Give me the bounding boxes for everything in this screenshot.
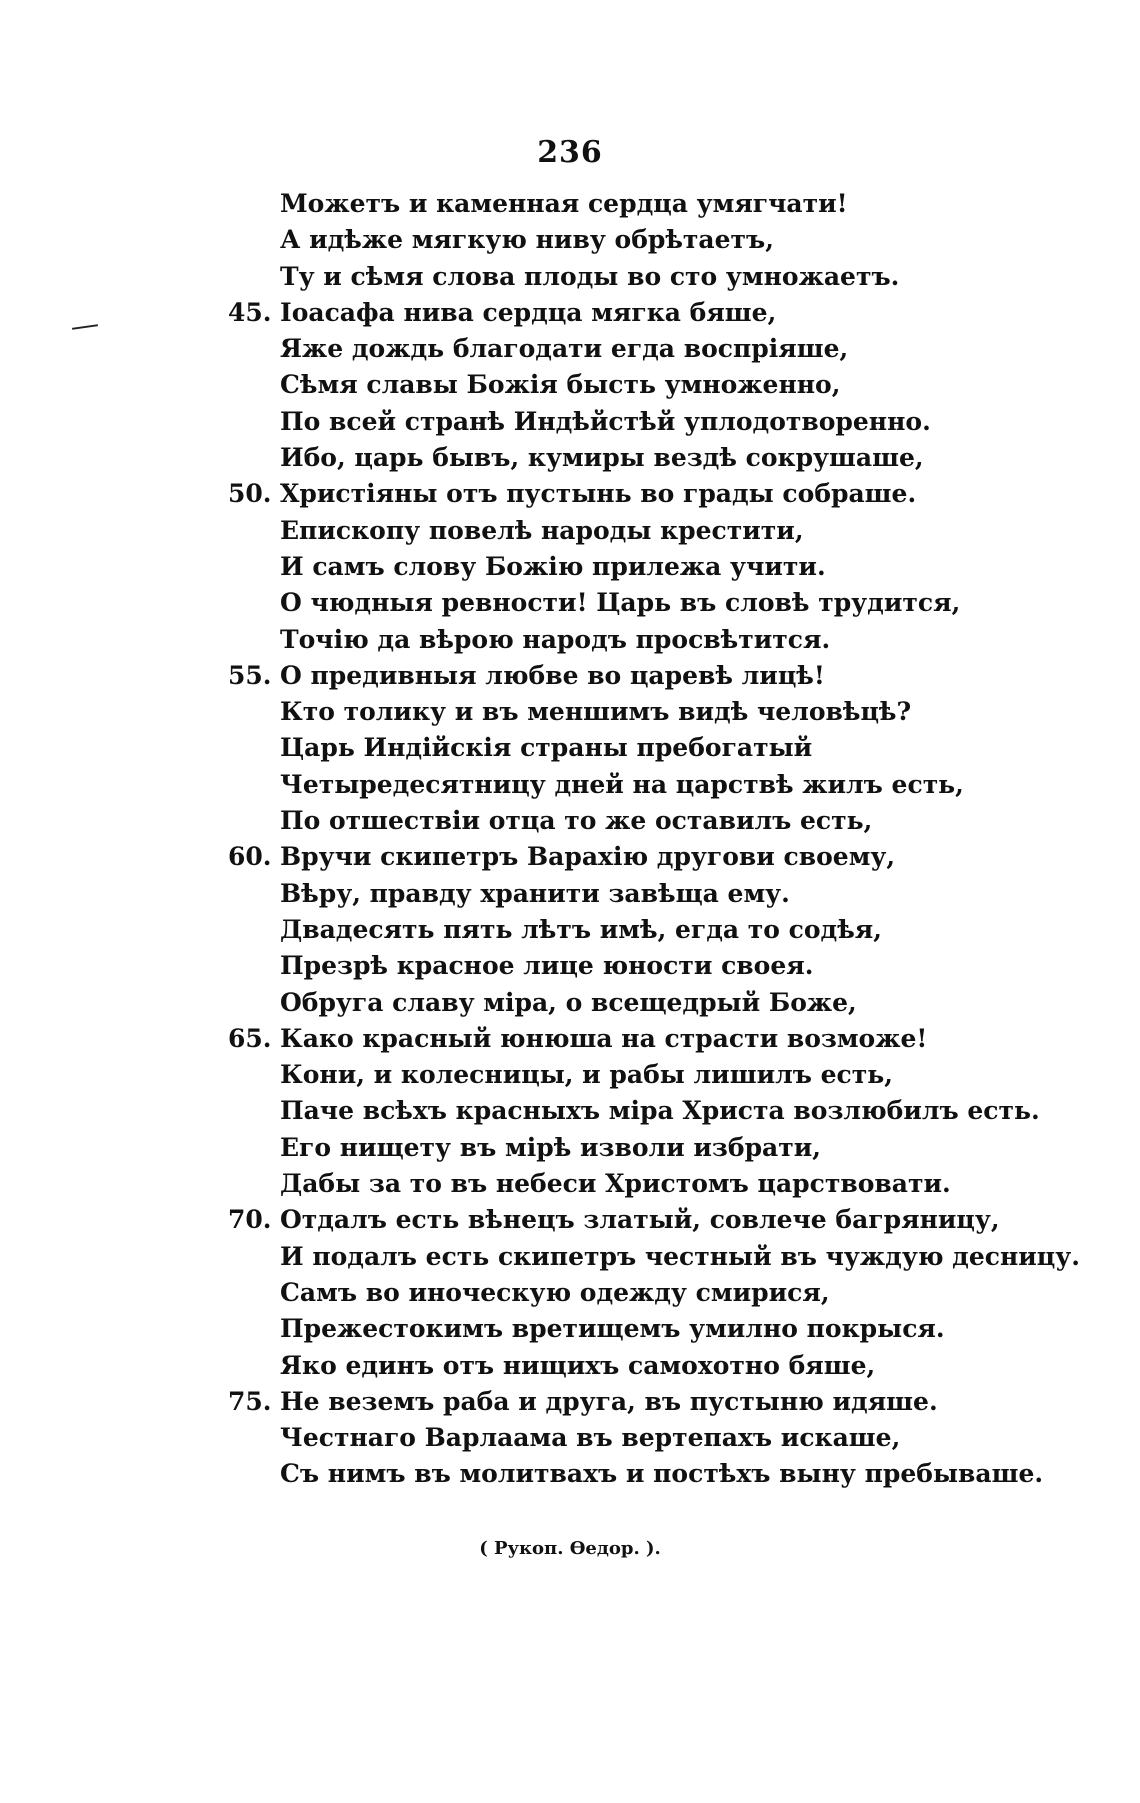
verse-line (0, 404, 1140, 440)
verse-line (0, 1130, 1140, 1166)
verse-text: Іоасафа нива сердца мягка бяше, (280, 297, 777, 327)
verse-line (0, 1275, 1140, 1311)
verse-text: Презрѣ красное лице юности своея. (280, 951, 814, 981)
verse-text: Не веземъ раба и друга, въ пустыню идяше. (280, 1386, 938, 1416)
verse-line (0, 730, 1140, 766)
verse-text: Паче всѣхъ красныхъ міра Христа возлюбилъ есть. (280, 1096, 1040, 1126)
verse-number: 70. (228, 1205, 272, 1235)
verse-text: Его нищету въ мірѣ изволи избрати, (280, 1132, 821, 1162)
verse-line (0, 1384, 1140, 1420)
verse-text: Царь Индійскія страны пребогатый (280, 733, 813, 763)
verse-line (0, 1239, 1140, 1275)
verse-text: Ту и сѣмя слова плоды во сто умножаетъ. (280, 261, 900, 291)
verse-line (0, 803, 1140, 839)
verse-line (0, 476, 1140, 512)
verse-number: 60. (228, 842, 272, 872)
verse-text: И самъ слову Божію прилежа учити. (280, 551, 826, 581)
verse-line (0, 912, 1140, 948)
verse-line (0, 331, 1140, 367)
verse-line (0, 549, 1140, 585)
verse-line (0, 985, 1140, 1021)
verse-text: Вѣру, правду хранити завѣща ему. (280, 878, 790, 908)
verse-line (0, 1057, 1140, 1093)
verse-text: Христіяны отъ пустынь во грады собраше. (280, 479, 917, 509)
verse-text: По отшествіи отца то же оставилъ есть, (280, 806, 873, 836)
verse-line (0, 1420, 1140, 1456)
verse-line (0, 259, 1140, 295)
verse-line (0, 767, 1140, 803)
verse-text: О чюдныя ревности! Царь въ словѣ трудится, (280, 588, 961, 618)
verse-text: Точію да вѣрою народъ просвѣтится. (280, 624, 831, 654)
verse-line (0, 1166, 1140, 1202)
verse-number: 75. (228, 1386, 272, 1416)
verse-text: Честнаго Варлаама въ вертепахъ искаше, (280, 1423, 901, 1453)
verse-line (0, 1202, 1140, 1238)
verse-line (0, 1311, 1140, 1347)
verse-line (0, 1021, 1140, 1057)
verse-line (0, 367, 1140, 403)
verse-text: О предивныя любве во царевѣ лицѣ! (280, 660, 825, 690)
source-note: ( Рукоп. Ѳедор. ). (479, 1538, 661, 1559)
verse-text: Прежестокимъ вретищемъ умилно покрыся. (280, 1314, 945, 1344)
verse-line (0, 839, 1140, 875)
verse-text: Ибо, царь бывъ, кумиры вездѣ сокрушаше, (280, 443, 924, 473)
verse-text: Кони, и колесницы, и рабы лишилъ есть, (280, 1060, 893, 1090)
verse-text: Яко единъ отъ нищихъ самохотно бяше, (280, 1350, 876, 1380)
verse-number: 55. (228, 660, 272, 690)
verse-text: По всей странѣ Индѣйстѣй уплодотворенно. (280, 406, 931, 436)
verse-line (0, 585, 1140, 621)
verse-text: Дабы за то въ небеси Христомъ царствовати. (280, 1169, 951, 1199)
verse-text: Како красный юнюша на страсти возможе! (280, 1023, 928, 1053)
verse-line (0, 1348, 1140, 1384)
verse-text: Яже дождь благодати егда воспріяше, (280, 334, 849, 364)
verse-text: И подалъ есть скипетръ честный въ чуждую десницу. (280, 1241, 1080, 1271)
verse-line (0, 948, 1140, 984)
verse-line (0, 1456, 1140, 1492)
verse-text: Съ нимъ въ молитвахъ и постѣхъ выну пребываше. (280, 1459, 1044, 1489)
verse-text: Обруга славу міра, о всещедрый Боже, (280, 987, 857, 1017)
verse-block (0, 186, 1140, 1493)
verse-line (0, 876, 1140, 912)
verse-text: Кто толику и въ меншимъ видѣ человѣцѣ? (280, 697, 912, 727)
verse-line (0, 222, 1140, 258)
verse-line (0, 658, 1140, 694)
verse-text: Вручи скипетръ Варахію другови своему, (280, 842, 896, 872)
verse-text: Сѣмя славы Божія бысть умноженно, (280, 370, 841, 400)
verse-text: Отдалъ есть вѣнецъ златый, совлече багряницу, (280, 1205, 1000, 1235)
verse-number: 65. (228, 1023, 272, 1053)
verse-line (0, 622, 1140, 658)
verse-text: А идѣже мягкую ниву обрѣтаетъ, (280, 225, 774, 255)
verse-text: Двадесять пять лѣтъ имѣ, егда то содѣя, (280, 914, 882, 944)
verse-line (0, 694, 1140, 730)
verse-line (0, 1093, 1140, 1129)
verse-text: Можетъ и каменная сердца умягчати! (280, 189, 848, 218)
verse-line (0, 440, 1140, 476)
verse-text: Епископу повелѣ народы крестити, (280, 515, 804, 545)
verse-line (0, 513, 1140, 549)
verse-line (0, 186, 1140, 222)
verse-line (0, 295, 1140, 331)
verse-number: 45. (228, 297, 272, 327)
page-number: 236 (537, 135, 603, 170)
verse-number: 50. (228, 479, 272, 509)
verse-text: Четыредесятницу дней на царствѣ жилъ есть, (280, 769, 964, 799)
verse-text: Самъ во иноческую одежду смирися, (280, 1277, 830, 1307)
